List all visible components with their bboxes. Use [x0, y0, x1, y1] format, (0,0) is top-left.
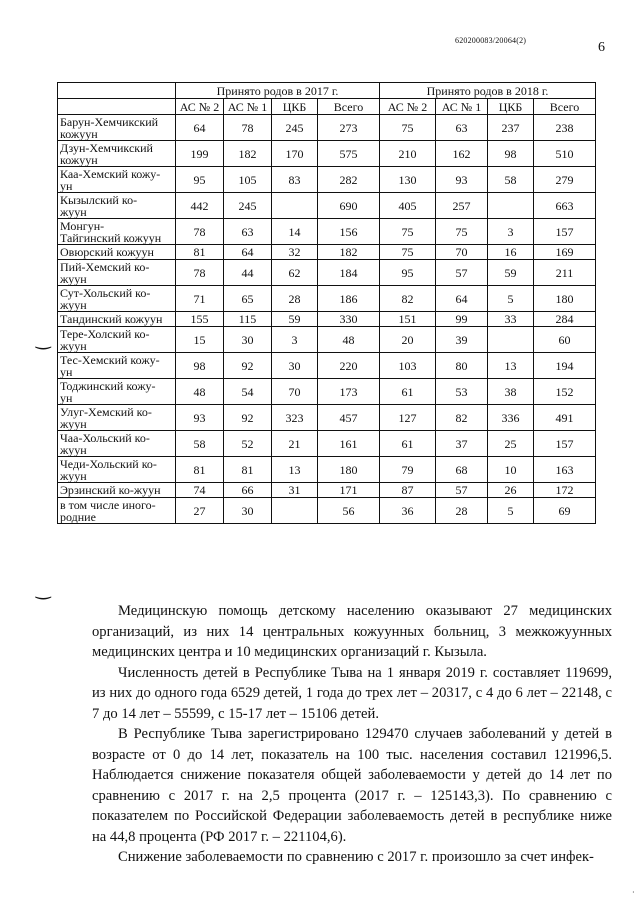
table-cell: 127	[380, 405, 436, 431]
table-cell: 163	[534, 457, 596, 483]
paragraph: Медицинскую помощь детскому населению оказывают 27 медицинских организаций, из них 14 центральных кожуунных больниц, 3 межкожуунных медицинских центра и 10 медицинских организаций г. Кызыла.	[92, 603, 612, 660]
table-cell: 95	[176, 167, 224, 193]
table-cell: 98	[176, 353, 224, 379]
table-body	[58, 115, 596, 524]
table-cell: 32	[272, 245, 318, 260]
table-row	[58, 141, 596, 167]
table-cell: 151	[380, 312, 436, 327]
table-cell: 59	[272, 312, 318, 327]
table-row	[58, 167, 596, 193]
table-cell: 87	[380, 483, 436, 498]
district-name: Сут-Хольский ко- жуун	[58, 286, 176, 312]
table-cell: 14	[272, 219, 318, 245]
paragraph: Снижение заболеваемости по сравнению с 2017 г. произошло за счет инфек-	[118, 849, 594, 865]
district-name: Барун-Хемчикский кожуун	[58, 115, 176, 141]
table-cell: 27	[176, 498, 224, 524]
table-cell: 52	[224, 431, 272, 457]
table-cell: 82	[380, 286, 436, 312]
table-cell: 3	[272, 327, 318, 353]
table-cell: 172	[534, 483, 596, 498]
table-cell: 80	[436, 353, 488, 379]
district-name: Тандинский кожуун	[58, 312, 176, 327]
table-cell: 93	[176, 405, 224, 431]
table-cell: 70	[436, 245, 488, 260]
table-cell: 21	[272, 431, 318, 457]
column-header: АС № 2	[176, 99, 224, 115]
table-cell: 30	[224, 498, 272, 524]
table-cell: 173	[318, 379, 380, 405]
table-cell: 180	[534, 286, 596, 312]
table-cell: 44	[224, 260, 272, 286]
body-text	[92, 601, 612, 868]
table-cell: 491	[534, 405, 596, 431]
column-header: ЦКБ	[488, 99, 534, 115]
table-row	[58, 405, 596, 431]
district-name: Овюрский кожуун	[58, 245, 176, 260]
births-table	[57, 82, 596, 524]
table-cell: 70	[272, 379, 318, 405]
column-header: ЦКБ	[272, 99, 318, 115]
table-cell: 330	[318, 312, 380, 327]
table-cell: 180	[318, 457, 380, 483]
column-header: АС № 1	[224, 99, 272, 115]
table-cell: 39	[436, 327, 488, 353]
table-cell: 79	[380, 457, 436, 483]
table-row	[58, 327, 596, 353]
table-row	[58, 245, 596, 260]
table-cell	[272, 193, 318, 219]
district-name: Тес-Хемский кожу- ун	[58, 353, 176, 379]
table-cell: 64	[176, 115, 224, 141]
table-cell: 199	[176, 141, 224, 167]
table-row	[58, 431, 596, 457]
table-cell: 61	[380, 379, 436, 405]
district-name: Чаа-Хольский ко- жуун	[58, 431, 176, 457]
table-cell: 59	[488, 260, 534, 286]
table-cell: 95	[380, 260, 436, 286]
table-cell: 156	[318, 219, 380, 245]
table-cell: 238	[534, 115, 596, 141]
table-cell: 690	[318, 193, 380, 219]
table-row	[58, 312, 596, 327]
table-cell: 152	[534, 379, 596, 405]
table-cell: 245	[224, 193, 272, 219]
district-name: Пий-Хемский ко- жуун	[58, 260, 176, 286]
table-cell: 69	[534, 498, 596, 524]
table-cell: 273	[318, 115, 380, 141]
column-header: АС № 1	[436, 99, 488, 115]
table-cell: 99	[436, 312, 488, 327]
table-cell: 64	[224, 245, 272, 260]
page-number: 6	[598, 40, 605, 55]
table-cell: 60	[534, 327, 596, 353]
table-cell: 211	[534, 260, 596, 286]
table-cell: 75	[380, 245, 436, 260]
table-cell: 68	[436, 457, 488, 483]
table-cell: 105	[224, 167, 272, 193]
header-2017: Принято родов в 2017 г.	[176, 83, 380, 99]
table-row	[58, 353, 596, 379]
table-cell: 457	[318, 405, 380, 431]
table-cell: 93	[436, 167, 488, 193]
table-row	[58, 483, 596, 498]
table-cell: 30	[224, 327, 272, 353]
table-cell	[272, 498, 318, 524]
table-cell: 53	[436, 379, 488, 405]
table-row	[58, 498, 596, 524]
table-cell: 36	[380, 498, 436, 524]
header-2018: Принято родов в 2018 г.	[380, 83, 596, 99]
table-row	[58, 286, 596, 312]
table-cell: 194	[534, 353, 596, 379]
corner-mark: ·	[632, 888, 635, 897]
table-cell	[488, 193, 534, 219]
table-cell: 16	[488, 245, 534, 260]
table-row	[58, 219, 596, 245]
table-cell: 663	[534, 193, 596, 219]
table-row	[58, 457, 596, 483]
table-cell: 162	[436, 141, 488, 167]
table-row	[58, 193, 596, 219]
table-cell: 115	[224, 312, 272, 327]
margin-tick-mark: ‿	[36, 579, 51, 599]
table-cell: 157	[534, 219, 596, 245]
district-name: в том числе иного- родние	[58, 498, 176, 524]
table-cell: 184	[318, 260, 380, 286]
table-cell: 510	[534, 141, 596, 167]
table-cell: 13	[488, 353, 534, 379]
subheader-row	[58, 99, 596, 115]
column-header: АС № 2	[380, 99, 436, 115]
table-row	[58, 260, 596, 286]
table-cell: 186	[318, 286, 380, 312]
table-cell: 103	[380, 353, 436, 379]
margin-tick-mark: ‿	[36, 329, 51, 349]
table-cell: 98	[488, 141, 534, 167]
table-cell: 13	[272, 457, 318, 483]
table-cell: 20	[380, 327, 436, 353]
table-cell	[488, 327, 534, 353]
table-cell: 130	[380, 167, 436, 193]
table-cell: 37	[436, 431, 488, 457]
table-cell: 5	[488, 286, 534, 312]
table-cell: 48	[176, 379, 224, 405]
table-cell: 284	[534, 312, 596, 327]
table-cell: 83	[272, 167, 318, 193]
column-header: Всего	[318, 99, 380, 115]
table-cell: 78	[176, 260, 224, 286]
table-cell: 81	[224, 457, 272, 483]
table-cell: 92	[224, 353, 272, 379]
table-cell: 33	[488, 312, 534, 327]
table-cell: 182	[224, 141, 272, 167]
table-cell: 58	[488, 167, 534, 193]
table-row	[58, 115, 596, 141]
table-cell: 170	[272, 141, 318, 167]
table-cell: 38	[488, 379, 534, 405]
table-cell: 56	[318, 498, 380, 524]
table-cell: 3	[488, 219, 534, 245]
table-cell: 92	[224, 405, 272, 431]
district-name: Тере-Холский ко- жуун	[58, 327, 176, 353]
table-cell: 81	[176, 245, 224, 260]
table-cell: 61	[380, 431, 436, 457]
table-cell: 210	[380, 141, 436, 167]
table-cell: 82	[436, 405, 488, 431]
paragraph: В Республике Тыва зарегистрировано 129470 случаев заболеваний у детей в возрасте от 0 до 14 лет, показатель на 100 тыс. населения составил 121996,5. Наблюдается снижение показателя общей заболеваемости у детей до 14 лет по сравнению с 2017 г. на 2,5 процента (2017 г. – 125143,3). По сравнению с показателем по Российской Федерации заболеваемость детей в республике ниже на 44,8 процента (РФ 2017 г. – 221104,6).	[92, 726, 612, 845]
table-cell: 57	[436, 260, 488, 286]
table-cell: 5	[488, 498, 534, 524]
table-cell: 78	[224, 115, 272, 141]
table-cell: 25	[488, 431, 534, 457]
district-name: Монгун- Тайгинский кожуун	[58, 219, 176, 245]
table-cell: 237	[488, 115, 534, 141]
district-name: Каа-Хемский кожу- ун	[58, 167, 176, 193]
table-cell: 220	[318, 353, 380, 379]
table-cell: 75	[380, 115, 436, 141]
table-corner	[58, 83, 176, 99]
table-cell: 442	[176, 193, 224, 219]
table-cell: 74	[176, 483, 224, 498]
table-corner-sub	[58, 99, 176, 115]
table-cell: 336	[488, 405, 534, 431]
column-header: Всего	[534, 99, 596, 115]
table-cell: 15	[176, 327, 224, 353]
table-cell: 58	[176, 431, 224, 457]
district-name: Улуг-Хемский ко- жуун	[58, 405, 176, 431]
table-cell: 282	[318, 167, 380, 193]
table-cell: 78	[176, 219, 224, 245]
table-cell: 169	[534, 245, 596, 260]
table-cell: 75	[380, 219, 436, 245]
table-cell: 64	[436, 286, 488, 312]
district-name: Эрзинский ко-жуун	[58, 483, 176, 498]
table-cell: 405	[380, 193, 436, 219]
table-cell: 28	[272, 286, 318, 312]
table-cell: 28	[436, 498, 488, 524]
table-cell: 75	[436, 219, 488, 245]
table-cell: 63	[436, 115, 488, 141]
district-name: Дзун-Хемчикский кожуун	[58, 141, 176, 167]
table-cell: 155	[176, 312, 224, 327]
table-cell: 63	[224, 219, 272, 245]
district-name: Тоджинский кожу- ун	[58, 379, 176, 405]
district-name: Чеди-Хольский ко- жуун	[58, 457, 176, 483]
table-cell: 10	[488, 457, 534, 483]
table-cell: 81	[176, 457, 224, 483]
table-cell: 279	[534, 167, 596, 193]
table-cell: 245	[272, 115, 318, 141]
table-row	[58, 379, 596, 405]
table-cell: 71	[176, 286, 224, 312]
table-cell: 65	[224, 286, 272, 312]
table-cell: 575	[318, 141, 380, 167]
table-cell: 182	[318, 245, 380, 260]
table-cell: 171	[318, 483, 380, 498]
table-cell: 257	[436, 193, 488, 219]
table-cell: 161	[318, 431, 380, 457]
table-cell: 31	[272, 483, 318, 498]
table-cell: 66	[224, 483, 272, 498]
table-cell: 54	[224, 379, 272, 405]
table-cell: 57	[436, 483, 488, 498]
paragraph: Численность детей в Республике Тыва на 1 января 2019 г. составляет 119699, из них до одного года 6529 детей, 1 года до трех лет – 20317, с 4 до 6 лет – 22148, с 7 до 14 лет – 55599, с 15-17 лет – 15106 детей.	[92, 664, 612, 722]
table-cell: 30	[272, 353, 318, 379]
table-cell: 62	[272, 260, 318, 286]
table-cell: 157	[534, 431, 596, 457]
document-id: 620200083/20064(2)	[455, 36, 527, 45]
table-cell: 323	[272, 405, 318, 431]
district-name: Кызылский ко- жуун	[58, 193, 176, 219]
table-cell: 26	[488, 483, 534, 498]
table-cell: 48	[318, 327, 380, 353]
